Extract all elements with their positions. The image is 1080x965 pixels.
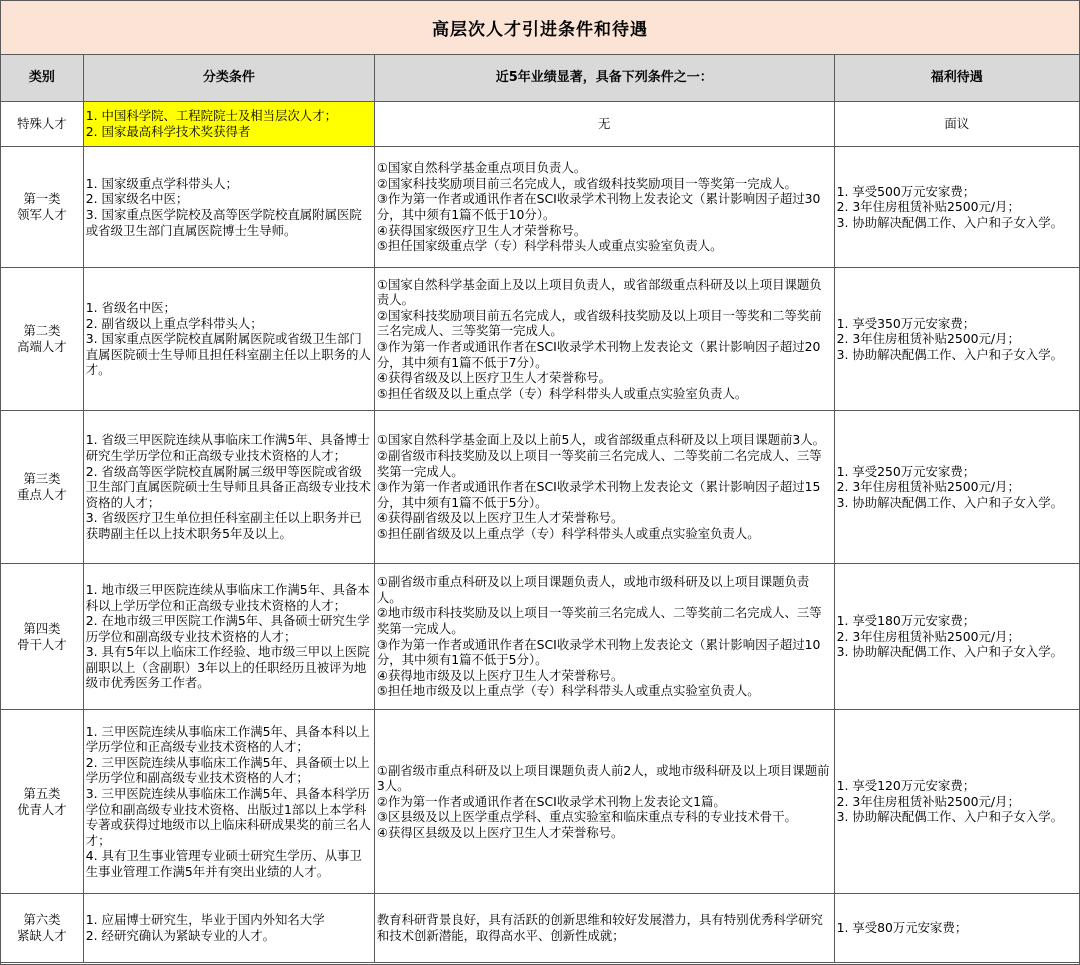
benefits-line: 1. 享受180万元安家费； xyxy=(836,613,976,629)
achievements-line: ①国家自然科学基金面上及以上项目负责人，或省部级重点科研及以上项目课题负责人。 xyxy=(376,276,822,308)
category-line: 第三类 xyxy=(23,471,61,487)
cell-category xyxy=(1,894,83,963)
cell-criteria xyxy=(83,147,374,268)
criteria-line: 3. 省级医疗卫生单位担任科室副主任以上职务并已获聘副主任以上技术职务5年及以上。 xyxy=(85,510,362,541)
table-row xyxy=(1,710,1079,894)
cell-benefits xyxy=(834,710,1079,894)
cell-category xyxy=(1,564,83,710)
table-row xyxy=(1,102,1079,147)
cell-criteria xyxy=(83,268,374,411)
category-line: 重点人才 xyxy=(17,487,67,502)
achievements-line: ④获得省级及以上医疗卫生人才荣誉称号。 xyxy=(376,370,612,386)
category-line: 第四类 xyxy=(23,620,61,636)
criteria-line: 1. 省级三甲医院连续从事临床工作满5年、具备博士研究生学历学位和正高级专业技术资格的人才； xyxy=(85,432,370,464)
cell-achievements xyxy=(374,102,834,147)
achievements-line: ③区县级及以上医学重点学科、重点实验室和临床重点专科的专业技术骨干。 xyxy=(376,809,797,825)
achievements-line: ④获得地市级及以上医疗卫生人才荣誉称号。 xyxy=(376,667,624,683)
category-line: 第一类 xyxy=(23,191,61,207)
criteria-line: 2. 国家最高科学技术奖获得者 xyxy=(85,124,251,139)
cell-benefits xyxy=(834,102,1079,147)
achievements-line: ④获得国家级医疗卫生人才荣誉称号。 xyxy=(376,222,587,238)
category-line: 领军人才 xyxy=(17,207,67,222)
category-line: 第六类 xyxy=(23,912,61,928)
cell-benefits xyxy=(834,894,1079,963)
cell-achievements xyxy=(374,564,834,710)
cell-category xyxy=(1,710,83,894)
header-benefits: 福利待遇 xyxy=(834,55,1079,102)
cell-benefits xyxy=(834,564,1079,710)
benefits-line: 2. 3年住房租赁补贴2500元/月； xyxy=(836,628,1020,644)
achievements-line: ④获得副省级及以上医疗卫生人才荣誉称号。 xyxy=(376,510,624,526)
table-row xyxy=(1,564,1079,710)
criteria-line: 1. 国家级重点学科带头人； xyxy=(85,175,238,191)
achievements-line: ③作为第一作者或通讯作者在SCI收录学术刊物上发表论文（累计影响因子超过15分，其中须有1篇不低于5分）。 xyxy=(376,479,821,510)
achievements-line: ⑤担任地市级及以上重点学（专）科学科带头人或重点实验室负责人。 xyxy=(376,683,760,699)
cell-criteria xyxy=(83,411,374,564)
benefits-line: 1. 享受80万元安家费； xyxy=(836,920,968,936)
achievements-line: ②国家科技奖励项目前三名完成人，或省级科技奖励项目一等奖第一完成人。 xyxy=(376,175,797,191)
criteria-line: 4. 具有卫生事业管理专业硕士研究生学历、从事卫生事业管理工作满5年并有突出业绩的人才。 xyxy=(85,848,362,879)
cell-benefits xyxy=(834,268,1079,411)
criteria-line: 2. 国家级名中医； xyxy=(85,191,189,207)
cell-achievements xyxy=(374,411,834,564)
cell-achievements xyxy=(374,710,834,894)
achievements-line: ④获得区县级及以上医疗卫生人才荣誉称号。 xyxy=(376,824,624,840)
category-line: 高端人才 xyxy=(17,339,67,354)
cell-benefits xyxy=(834,147,1079,268)
criteria-line: 3. 国家重点医学院校及高等医学院校直属附属医院或省级卫生部门直属医院博士生导师。 xyxy=(85,207,362,238)
achievements-line: ①国家自然科学基金重点项目负责人。 xyxy=(376,160,587,176)
criteria-line: 2. 在地市级三甲医院工作满5年、具备硕士研究生学历学位和副高级专业技术资格的人才； xyxy=(85,613,370,644)
talent-table xyxy=(1,55,1079,963)
achievements-line: ①国家自然科学基金面上及以上前5人，或省部级重点科研及以上项目课题前3人。 xyxy=(376,432,826,448)
achievements-line: ⑤担任副省级及以上重点学（专）科学科带头人或重点实验室负责人。 xyxy=(376,525,760,541)
benefits-line: 3. 协助解决配偶工作、入户和子女入学。 xyxy=(836,214,1063,230)
cell-category xyxy=(1,268,83,411)
table-row xyxy=(1,147,1079,268)
category-line: 骨干人才 xyxy=(17,636,67,652)
table-row xyxy=(1,268,1079,411)
header-row xyxy=(1,55,1079,102)
cell-criteria xyxy=(83,894,374,963)
achievements-line: ②作为第一作者或通讯作者在SCI收录学术刊物上发表论文1篇。 xyxy=(376,793,726,809)
criteria-line: 1. 三甲医院连续从事临床工作满5年、具备本科以上学历学位和正高级专业技术资格的人才； xyxy=(85,723,370,755)
benefits-line: 1. 享受350万元安家费； xyxy=(836,315,976,331)
cell-category xyxy=(1,102,83,147)
achievements-line: ②副省级市科技奖励及以上项目一等奖前三名完成人、二等奖前二名完成人、三等奖第一完成人。 xyxy=(376,448,822,479)
table-body xyxy=(1,102,1079,963)
criteria-line: 2. 三甲医院连续从事临床工作满5年、具备硕士以上学历学位和副高级专业技术资格的人才； xyxy=(85,754,370,786)
achievements-line: ①副省级市重点科研及以上项目课题负责人前2人，或地市级科研及以上项目课题前3人。 xyxy=(376,762,830,794)
achievements-line: ③作为第一作者或通讯作者在SCI收录学术刊物上发表论文（累计影响因子超过10分，其中须有1篇不低于5分）。 xyxy=(376,636,821,668)
category-line: 第五类 xyxy=(23,785,61,801)
criteria-line: 1. 省级名中医； xyxy=(85,300,176,316)
category-line: 特殊人才 xyxy=(17,116,67,132)
cell-criteria xyxy=(83,102,374,147)
benefits-line: 1. 享受500万元安家费； xyxy=(836,183,976,199)
benefits-line: 1. 享受120万元安家费； xyxy=(836,778,976,794)
category-line: 优青人才 xyxy=(17,801,67,817)
criteria-line: 1. 地市级三甲医院连续从事临床工作满5年、具备本科以上学历学位和正高级专业技术资格的人才； xyxy=(85,581,370,613)
criteria-line: 3. 国家重点医学院校直属附属医院或省级卫生部门直属医院硕士生导师且担任科室副主任以上职务的人才。 xyxy=(85,331,371,378)
benefits-line: 3. 协助解决配偶工作、入户和子女入学。 xyxy=(836,809,1063,825)
achievements-line: ⑤担任国家级重点学（专）科学科带头人或重点实验室负责人。 xyxy=(376,238,723,254)
header-criteria: 分类条件 xyxy=(83,55,374,102)
cell-achievements xyxy=(374,894,834,963)
category-line: 紧缺人才 xyxy=(17,928,67,943)
benefits-line: 2. 3年住房租赁补贴2500元/月； xyxy=(836,479,1020,495)
cell-criteria xyxy=(83,564,374,710)
cell-category xyxy=(1,147,83,268)
table-row xyxy=(1,894,1079,963)
header-achievements: 近5年业绩显著，具备下列条件之一： xyxy=(374,55,834,102)
benefits-line: 2. 3年住房租赁补贴2500元/月； xyxy=(836,199,1020,215)
cell-criteria xyxy=(83,710,374,894)
benefits-line: 1. 享受250万元安家费； xyxy=(836,463,976,479)
criteria-line: 3. 三甲医院连续从事临床工作满5年、具备本科学历学位和副高级专业技术资格、出版过1部以上本学科专著或获得过地级市以上临床科研成果奖的前三名人才； xyxy=(85,785,371,848)
header-category: 类别 xyxy=(1,55,83,102)
achievements-line: ①副省级市重点科研及以上项目课题负责人，或地市级科研及以上项目课题负责人。 xyxy=(376,574,810,605)
benefits-line: 3. 协助解决配偶工作、入户和子女入学。 xyxy=(836,494,1063,510)
benefits-line: 3. 协助解决配偶工作、入户和子女入学。 xyxy=(836,346,1063,362)
cell-achievements xyxy=(374,268,834,411)
achievements-line: 教育科研背景良好，具有活跃的创新思维和较好发展潜力，具有特别优秀科学研究和技术创新潜能，取得高水平、创新性成就； xyxy=(376,912,823,943)
benefits-line: 3. 协助解决配偶工作、入户和子女入学。 xyxy=(836,644,1063,660)
achievements-line: ③作为第一作者或通讯作者在SCI收录学术刊物上发表论文（累计影响因子超过20分，其中须有1篇不低于7分）。 xyxy=(376,339,821,370)
benefits-line: 2. 3年住房租赁补贴2500元/月； xyxy=(836,331,1020,347)
criteria-line: 2. 经研究确认为紧缺专业的人才。 xyxy=(85,928,276,943)
achievements-line: ⑤担任省级及以上重点学（专）科学科带头人或重点实验室负责人。 xyxy=(376,385,748,401)
criteria-line: 1. 中国科学院、工程院院士及相当层次人才； xyxy=(85,108,337,124)
benefits-line: 面议 xyxy=(944,116,970,132)
cell-achievements xyxy=(374,147,834,268)
benefits-line: 2. 3年住房租赁补贴2500元/月； xyxy=(836,793,1020,809)
achievements-line: ②地市级市科技奖励及以上项目一等奖前三名完成人、二等奖前二名完成人、三等奖第一完成人。 xyxy=(376,605,822,636)
category-line: 第二类 xyxy=(23,323,61,339)
cell-category xyxy=(1,411,83,564)
criteria-line: 1. 应届博士研究生，毕业于国内外知名大学 xyxy=(85,912,325,928)
table-row xyxy=(1,411,1079,564)
cell-benefits xyxy=(834,411,1079,564)
criteria-line: 2. 副省级以上重点学科带头人； xyxy=(85,315,263,331)
sheet-title: 高层次人才引进条件和待遇 xyxy=(1,1,1079,55)
achievements-line: ②国家科技奖励项目前五名完成人，或省级科技奖励及以上项目一等奖和二等奖前三名完成人、三等奖第一完成人。 xyxy=(376,307,822,339)
criteria-line: 3. 具有5年以上临床工作经验、地市级三甲以上医院副职以上（含副职）3年以上的任职经历且被评为地级市优秀医务工作者。 xyxy=(85,644,370,691)
achievements-line: ③作为第一作者或通讯作者在SCI收录学术刊物上发表论文（累计影响因子超过30分，其中须有1篇不低于10分）。 xyxy=(376,191,821,222)
achievements-line: 无 xyxy=(598,116,611,132)
criteria-line: 2. 省级高等医学院校直属附属三级甲等医院或省级卫生部门直属医院硕士生导师且具备正高级专业技术资格的人才； xyxy=(85,463,371,510)
